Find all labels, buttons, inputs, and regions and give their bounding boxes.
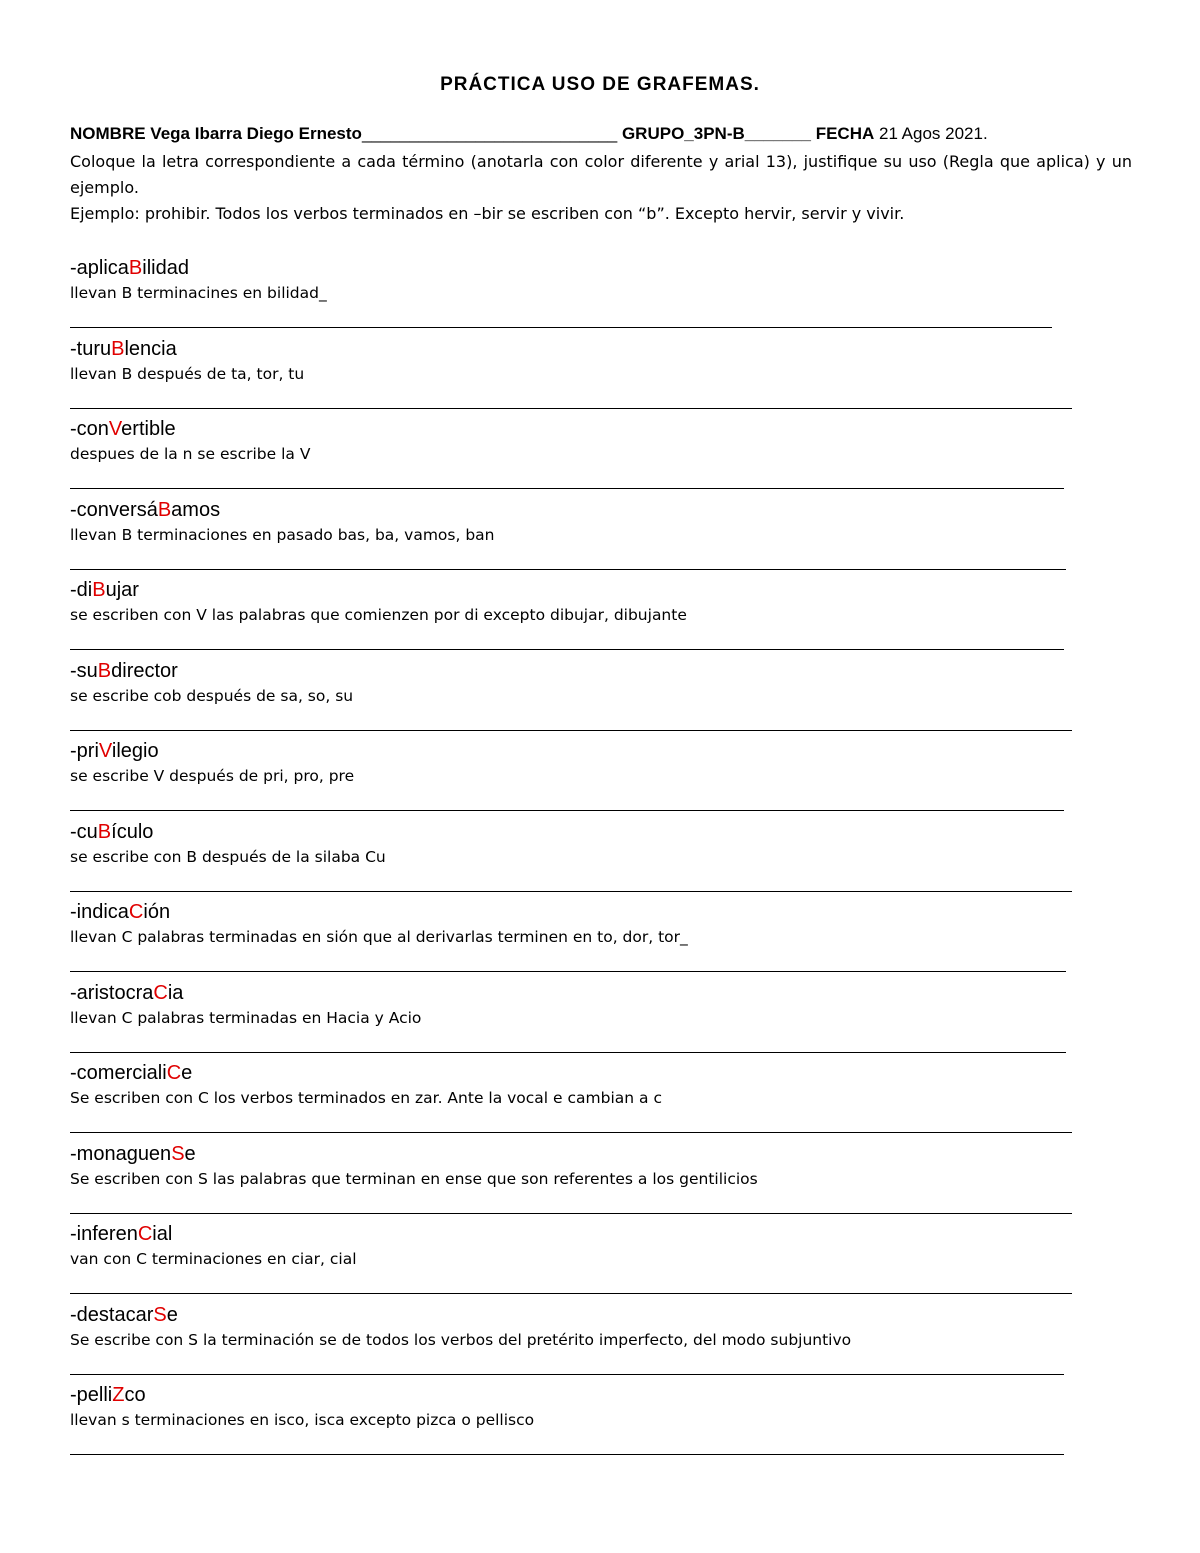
- term-suffix: ilidad: [142, 257, 189, 279]
- exercise-term: [70, 417, 1070, 441]
- term-prefix: -comerciali: [70, 1062, 167, 1084]
- rule-text: llevan s terminaciones en isco, isca excepto pizca o pellisco: [70, 1411, 535, 1429]
- exercise-term: [70, 1061, 1070, 1085]
- answer-letter: C: [137, 1223, 153, 1245]
- answer-letter: V: [108, 418, 122, 440]
- term-suffix: ia: [167, 982, 184, 1004]
- answer-line: [70, 1052, 1066, 1053]
- grupo-value: _3PN-B_______: [684, 124, 811, 143]
- grupo-label: GRUPO: [621, 124, 685, 143]
- term-prefix: -pelli: [70, 1384, 113, 1406]
- answer-letter: B: [97, 821, 112, 843]
- nombre-blank: ___________________________: [361, 124, 618, 143]
- answer-line: [70, 971, 1066, 972]
- exercise-item: [70, 739, 1070, 787]
- exercise-item: [70, 337, 1070, 385]
- page-title: PRÁCTICA USO DE GRAFEMAS.: [440, 74, 760, 95]
- exercise-term: [70, 1303, 1070, 1327]
- fecha-value: 21 Agos 2021.: [878, 124, 988, 143]
- exercise-item: [70, 981, 1070, 1029]
- answer-line: [70, 1374, 1064, 1375]
- rule-text: se escribe con B después de la silaba Cu: [70, 848, 386, 866]
- exercise-item: [70, 256, 1070, 304]
- nombre-label: NOMBRE: [70, 124, 146, 143]
- rule-text: llevan B después de ta, tor, tu: [70, 365, 305, 383]
- answer-line: [70, 730, 1072, 731]
- term-suffix: e: [181, 1062, 193, 1084]
- term-prefix: -aplica: [70, 257, 129, 279]
- term-suffix: co: [124, 1384, 146, 1406]
- answer-line: [70, 1132, 1072, 1133]
- answer-letter: B: [128, 257, 143, 279]
- exercise-term: [70, 1383, 1070, 1407]
- answer-line: [70, 327, 1052, 328]
- student-header: [70, 124, 1140, 144]
- nombre-value: Vega Ibarra Diego Ernesto: [150, 124, 362, 143]
- term-suffix: ión: [143, 901, 171, 923]
- term-prefix: -indica: [70, 901, 129, 923]
- rule-text: llevan B terminaciones en pasado bas, ba, vamos, ban: [70, 526, 495, 544]
- term-prefix: -con: [70, 418, 109, 440]
- term-suffix: ilegio: [111, 740, 159, 762]
- answer-line: [70, 1293, 1072, 1294]
- term-suffix: e: [184, 1143, 196, 1165]
- exercise-item: [70, 900, 1070, 948]
- term-prefix: -turu: [70, 338, 112, 360]
- term-prefix: -pri: [70, 740, 99, 762]
- answer-line: [70, 488, 1064, 489]
- rule-text: llevan C palabras terminadas en sión que al derivarlas terminen en to, dor, tor_: [70, 928, 688, 946]
- rule-text: se escribe V después de pri, pro, pre: [70, 767, 355, 785]
- rule-text: van con C terminaciones en ciar, cial: [70, 1250, 357, 1268]
- answer-letter: S: [153, 1304, 167, 1326]
- answer-letter: C: [128, 901, 144, 923]
- answer-line: [70, 408, 1072, 409]
- rule-text: Se escriben con C los verbos terminados en zar. Ante la vocal e cambian a c: [70, 1089, 662, 1107]
- exercise-item: [70, 1142, 1070, 1190]
- answer-letter: S: [171, 1143, 185, 1165]
- answer-letter: C: [166, 1062, 182, 1084]
- term-suffix: director: [111, 660, 178, 682]
- answer-line: [70, 1213, 1072, 1214]
- term-suffix: ial: [152, 1223, 173, 1245]
- exercise-item: [70, 1222, 1070, 1270]
- example-text: Ejemplo: prohibir. Todos los verbos terminados en –bir se escriben con “b”. Excepto hervir, servir y vivir.: [70, 204, 905, 223]
- exercise-term: [70, 578, 1070, 602]
- answer-letter: V: [98, 740, 112, 762]
- exercise-term: [70, 256, 1070, 280]
- exercise-item: [70, 1383, 1070, 1431]
- answer-letter: C: [153, 982, 168, 1004]
- answer-line: [70, 1454, 1064, 1455]
- answer-line: [70, 649, 1064, 650]
- exercise-item: [70, 659, 1070, 707]
- rule-text: llevan C palabras terminadas en Hacia y Acio: [70, 1009, 422, 1027]
- answer-line: [70, 569, 1066, 570]
- exercise-term: [70, 1222, 1070, 1246]
- term-suffix: e: [166, 1304, 178, 1326]
- exercise-term: [70, 981, 1070, 1005]
- term-suffix: lencia: [124, 338, 177, 360]
- answer-line: [70, 810, 1064, 811]
- answer-letter: B: [97, 660, 112, 682]
- exercise-item: [70, 498, 1070, 546]
- exercise-term: [70, 1142, 1070, 1166]
- term-suffix: amos: [171, 499, 221, 521]
- exercise-term: [70, 900, 1070, 924]
- exercise-item: [70, 578, 1070, 626]
- instructions: Coloque la letra correspondiente a cada término (anotarla con color diferente y arial 13), justifique su uso (Regla que aplica) y un ejemplo.: [70, 152, 1132, 197]
- exercise-term: [70, 337, 1070, 361]
- exercise-item: [70, 417, 1070, 465]
- exercise-item: [70, 1303, 1070, 1351]
- term-prefix: -cu: [70, 821, 98, 843]
- rule-text: Se escriben con S las palabras que terminan en ense que son referentes a los gentilicios: [70, 1170, 758, 1188]
- exercise-item: [70, 820, 1070, 868]
- exercise-term: [70, 739, 1070, 763]
- answer-letter: B: [157, 499, 172, 521]
- answer-letter: B: [111, 338, 125, 360]
- answer-letter: B: [92, 579, 106, 601]
- rule-text: llevan B terminacines en bilidad_: [70, 284, 327, 302]
- rule-text: Se escribe con S la terminación se de todos los verbos del pretérito imperfecto, del modo subjuntivo: [70, 1331, 852, 1349]
- answer-letter: Z: [112, 1384, 125, 1406]
- term-prefix: -inferen: [70, 1223, 138, 1245]
- rule-text: se escribe cob después de sa, so, su: [70, 687, 354, 705]
- term-prefix: -conversá: [70, 499, 158, 521]
- term-suffix: ertible: [121, 418, 176, 440]
- rule-text: despues de la n se escribe la V: [70, 445, 311, 463]
- term-prefix: -di: [70, 579, 93, 601]
- exercise-item: [70, 1061, 1070, 1109]
- exercise-term: [70, 820, 1070, 844]
- answer-line: [70, 891, 1072, 892]
- fecha-label: FECHA: [815, 124, 875, 143]
- rule-text: se escriben con V las palabras que comienzen por di excepto dibujar, dibujante: [70, 606, 687, 624]
- exercise-term: [70, 659, 1070, 683]
- exercise-term: [70, 498, 1070, 522]
- term-prefix: -destacar: [70, 1304, 154, 1326]
- term-prefix: -su: [70, 660, 98, 682]
- term-suffix: ujar: [105, 579, 139, 601]
- term-prefix: -aristocra: [70, 982, 154, 1004]
- term-prefix: -monaguen: [70, 1143, 172, 1165]
- term-suffix: ículo: [111, 821, 154, 843]
